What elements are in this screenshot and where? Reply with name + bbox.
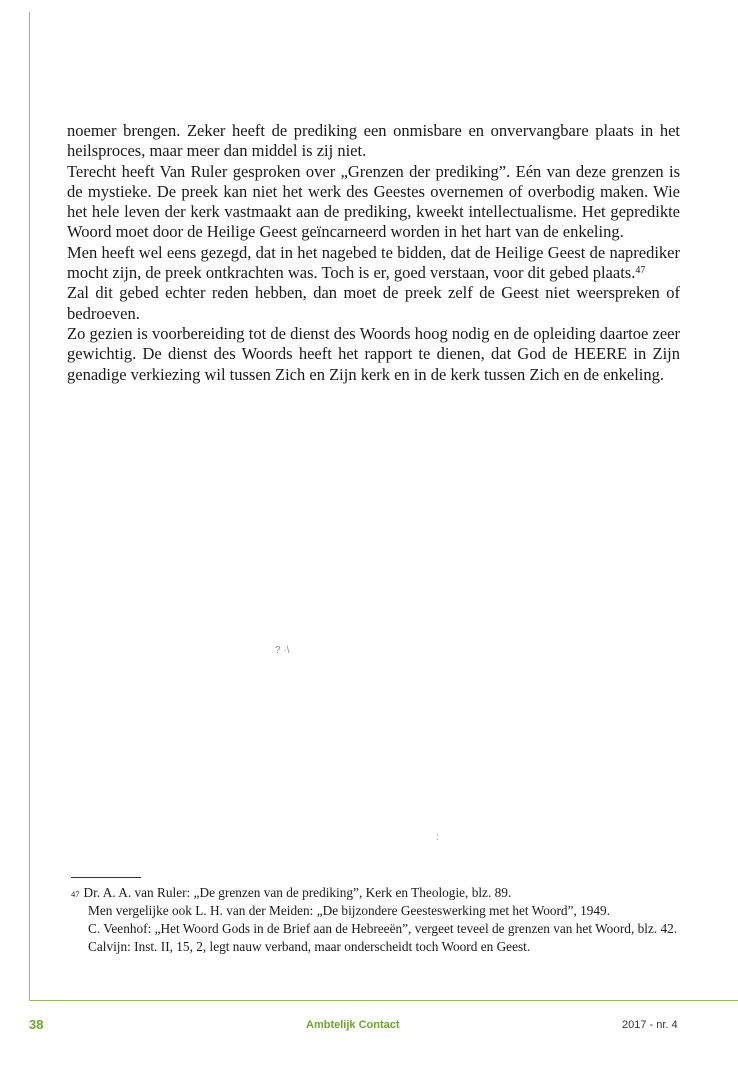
- footnote-reference: 47: [635, 265, 646, 277]
- journal-title: Ambtelijk Contact: [306, 1019, 400, 1031]
- footnote-text: Dr. A. A. van Ruler: „De grenzen van de prediking”, Kerk en Theologie, blz. 89.: [83, 885, 512, 900]
- footnote-line: Men vergelijke ook L. H. van der Meiden: „De bijzondere Geesteswerking met het Woord”, 1949.: [88, 903, 611, 918]
- page-number: 38: [29, 1017, 44, 1032]
- body-text: [67, 121, 680, 385]
- footnote-line: C. Veenhof: „Het Woord Gods in de Brief aan de Hebreeën”, vergeet teveel de grenzen van het Woord, blz. 42.: [88, 921, 678, 936]
- paragraph-text: Men heeft wel eens gezegd, dat in het nagebed te bidden, dat de Heilige Geest de naprediker mocht zijn, de preek ontkrachten was. Toch is er, goed verstaan, voor dit gebed plaats.: [67, 242, 680, 283]
- footnote: [71, 884, 685, 902]
- scan-speck: :: [436, 832, 439, 843]
- paragraph: Terecht heeft Van Ruler gesproken over „Grenzen der prediking”. Eén van deze grenzen is de mystieke. De preek kan niet het werk des Geestes overnemen of overbodig maken. Wie het hele leven der kerk vastmaakt aan de prediking, kweekt intellectualisme. Het gepredikte Woord moet door de Heilige Geest geïncarneerd worden in het hart van de enkeling.: [67, 161, 680, 242]
- footer-horizontal-rule: [29, 1000, 738, 1001]
- footnotes: [71, 884, 685, 956]
- paragraph: Zal dit gebed echter reden hebben, dan moet de preek zelf de Geest niet weerspreken of bedroeven.: [67, 283, 680, 323]
- scan-speck: ? ·\: [275, 645, 290, 656]
- margin-vertical-rule: [29, 12, 30, 1000]
- issue-label: 2017 - nr. 4: [622, 1019, 678, 1031]
- paragraph: Zo gezien is voorbereiding tot de dienst des Woords hoog nodig en de opleiding daartoe zeer gewichtig. De dienst des Woords heeft het rapport te dienen, dat God de HEERE in Zijn genadige verkiezing wil tussen Zich en Zijn kerk en in de kerk tussen Zich en de enkeling.: [67, 323, 680, 384]
- paragraph: noemer brengen. Zeker heeft de prediking een onmisbare en onvervangbare plaats in het heilsproces, maar meer dan middel is zij niet.: [67, 121, 680, 161]
- footnote-line: Calvijn: Inst. II, 15, 2, legt nauw verband, maar onderscheidt toch Woord en Geest.: [88, 939, 531, 954]
- footnote-separator: [71, 877, 141, 878]
- paragraph: [67, 243, 680, 284]
- footnote-number: 47: [71, 889, 80, 899]
